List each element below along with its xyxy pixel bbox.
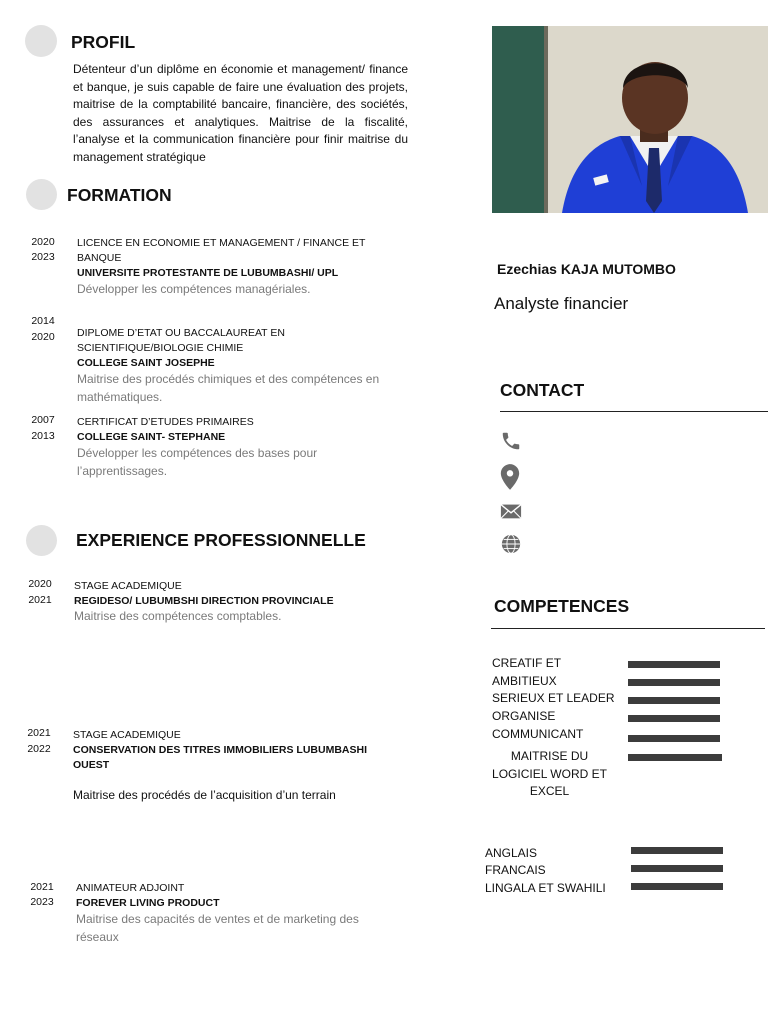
experience-2-start-year: 2021 — [27, 727, 51, 739]
experience-1-start-year: 2020 — [28, 578, 52, 590]
skill-bar-4 — [628, 715, 720, 722]
skill-label-2: SERIEUX ET LEADER — [492, 691, 615, 705]
formation-1-start-year: 2020 — [31, 236, 55, 248]
formation-3-desc: Développer les compétences des bases pour l’apprentissages. — [77, 446, 318, 478]
formation-3-org: COLLEGE SAINT- STEPHANE — [77, 431, 226, 443]
skill-label-5: MAITRISE DU LOGICIEL WORD ET EXCEL — [492, 749, 607, 798]
profile-bullet-circle — [25, 25, 57, 57]
profile-photo-illustration — [492, 26, 768, 213]
formation-3-title: CERTIFICAT D’ETUDES PRIMAIRES — [77, 416, 254, 428]
formation-2-start-year: 2014 — [31, 315, 55, 327]
experience-3-start-year: 2021 — [30, 881, 54, 893]
location-icon — [499, 463, 521, 491]
skill-label-1: CREATIF ET AMBITIEUX — [492, 656, 561, 688]
person-job-title: Analyste financier — [494, 294, 629, 313]
experience-2-end-year: 2022 — [27, 743, 51, 755]
experience-2-org: CONSERVATION DES TITRES IMMOBILIERS LUBUMBASHI OUEST — [73, 744, 368, 771]
skill-bar-6 — [628, 754, 722, 761]
globe-icon — [500, 533, 522, 555]
experience-3-org: FOREVER LIVING PRODUCT — [76, 897, 220, 909]
skill-label-3: ORGANISE — [492, 709, 556, 723]
experience-1-title: STAGE ACADEMIQUE — [74, 580, 182, 592]
formation-3-end-year: 2013 — [31, 430, 55, 442]
experience-2-desc: Maitrise des procédés de l’acquisition d’un terrain — [73, 788, 336, 802]
contact-heading: CONTACT — [500, 380, 585, 400]
profile-heading: PROFIL — [71, 32, 136, 52]
competences-divider — [491, 628, 765, 629]
formation-1-org: UNIVERSITE PROTESTANTE DE LUBUMBASHI/ UPL — [77, 267, 339, 279]
formation-2-end-year: 2020 — [31, 331, 55, 343]
experience-3-end-year: 2023 — [30, 896, 54, 908]
language-label-1: ANGLAIS — [485, 846, 538, 860]
formation-1-title: LICENCE EN ECONOMIE ET MANAGEMENT / FINANCE ET BANQUE — [77, 237, 366, 264]
language-bar-2 — [631, 865, 723, 872]
language-bar-3 — [631, 883, 723, 890]
skill-bar-3 — [628, 697, 720, 704]
skill-label-4: COMMUNICANT — [492, 727, 584, 741]
experience-bullet-circle — [26, 525, 57, 556]
person-name: Ezechias KAJA MUTOMBO — [497, 261, 676, 277]
experience-1-org: REGIDESO/ LUBUMBSHI DIRECTION PROVINCIALE — [74, 595, 334, 607]
formation-2-org: COLLEGE SAINT JOSEPHE — [77, 357, 215, 369]
formation-bullet-circle — [26, 179, 57, 210]
contact-divider — [500, 411, 768, 412]
profile-photo — [492, 26, 768, 213]
language-label-3: LINGALA ET SWAHILI — [485, 881, 606, 895]
formation-1-end-year: 2023 — [31, 251, 55, 263]
language-label-2: FRANCAIS — [485, 863, 546, 877]
experience-2-title: STAGE ACADEMIQUE — [73, 729, 181, 741]
formation-3-start-year: 2007 — [31, 414, 55, 426]
skill-bar-2 — [628, 679, 720, 686]
skill-bar-5 — [628, 735, 720, 742]
experience-heading: EXPERIENCE PROFESSIONNELLE — [76, 530, 366, 550]
profile-text: Détenteur d’un diplôme en économie et management/ finance et banque, je suis capable de faire une évaluation des projets, maitrise de la comptabilité bancaire, financière, des sociétés, des assurances et analytiques. Maitrise de la fiscalité, l’analyse et la communication financière pour finir maitrise du management stratégique — [73, 62, 408, 164]
experience-1-desc: Maitrise des compétences comptables. — [74, 609, 282, 623]
formation-2-title: DIPLOME D’ETAT OU BACCALAUREAT EN SCIENTIFIQUE/BIOLOGIE CHIMIE — [77, 327, 285, 354]
phone-icon — [500, 430, 522, 452]
experience-1-end-year: 2021 — [28, 594, 52, 606]
email-icon — [500, 501, 522, 523]
formation-1-desc: Développer les compétences managériales. — [77, 282, 311, 296]
experience-3-title: ANIMATEUR ADJOINT — [76, 882, 185, 894]
language-bar-1 — [631, 847, 723, 854]
formation-heading: FORMATION — [67, 185, 172, 205]
formation-2-desc: Maitrise des procédés chimiques et des compétences en mathématiques. — [77, 372, 380, 404]
skill-bar-1 — [628, 661, 720, 668]
competences-heading: COMPETENCES — [494, 596, 630, 616]
experience-3-desc: Maitrise des capacités de ventes et de marketing des réseaux — [76, 912, 359, 944]
